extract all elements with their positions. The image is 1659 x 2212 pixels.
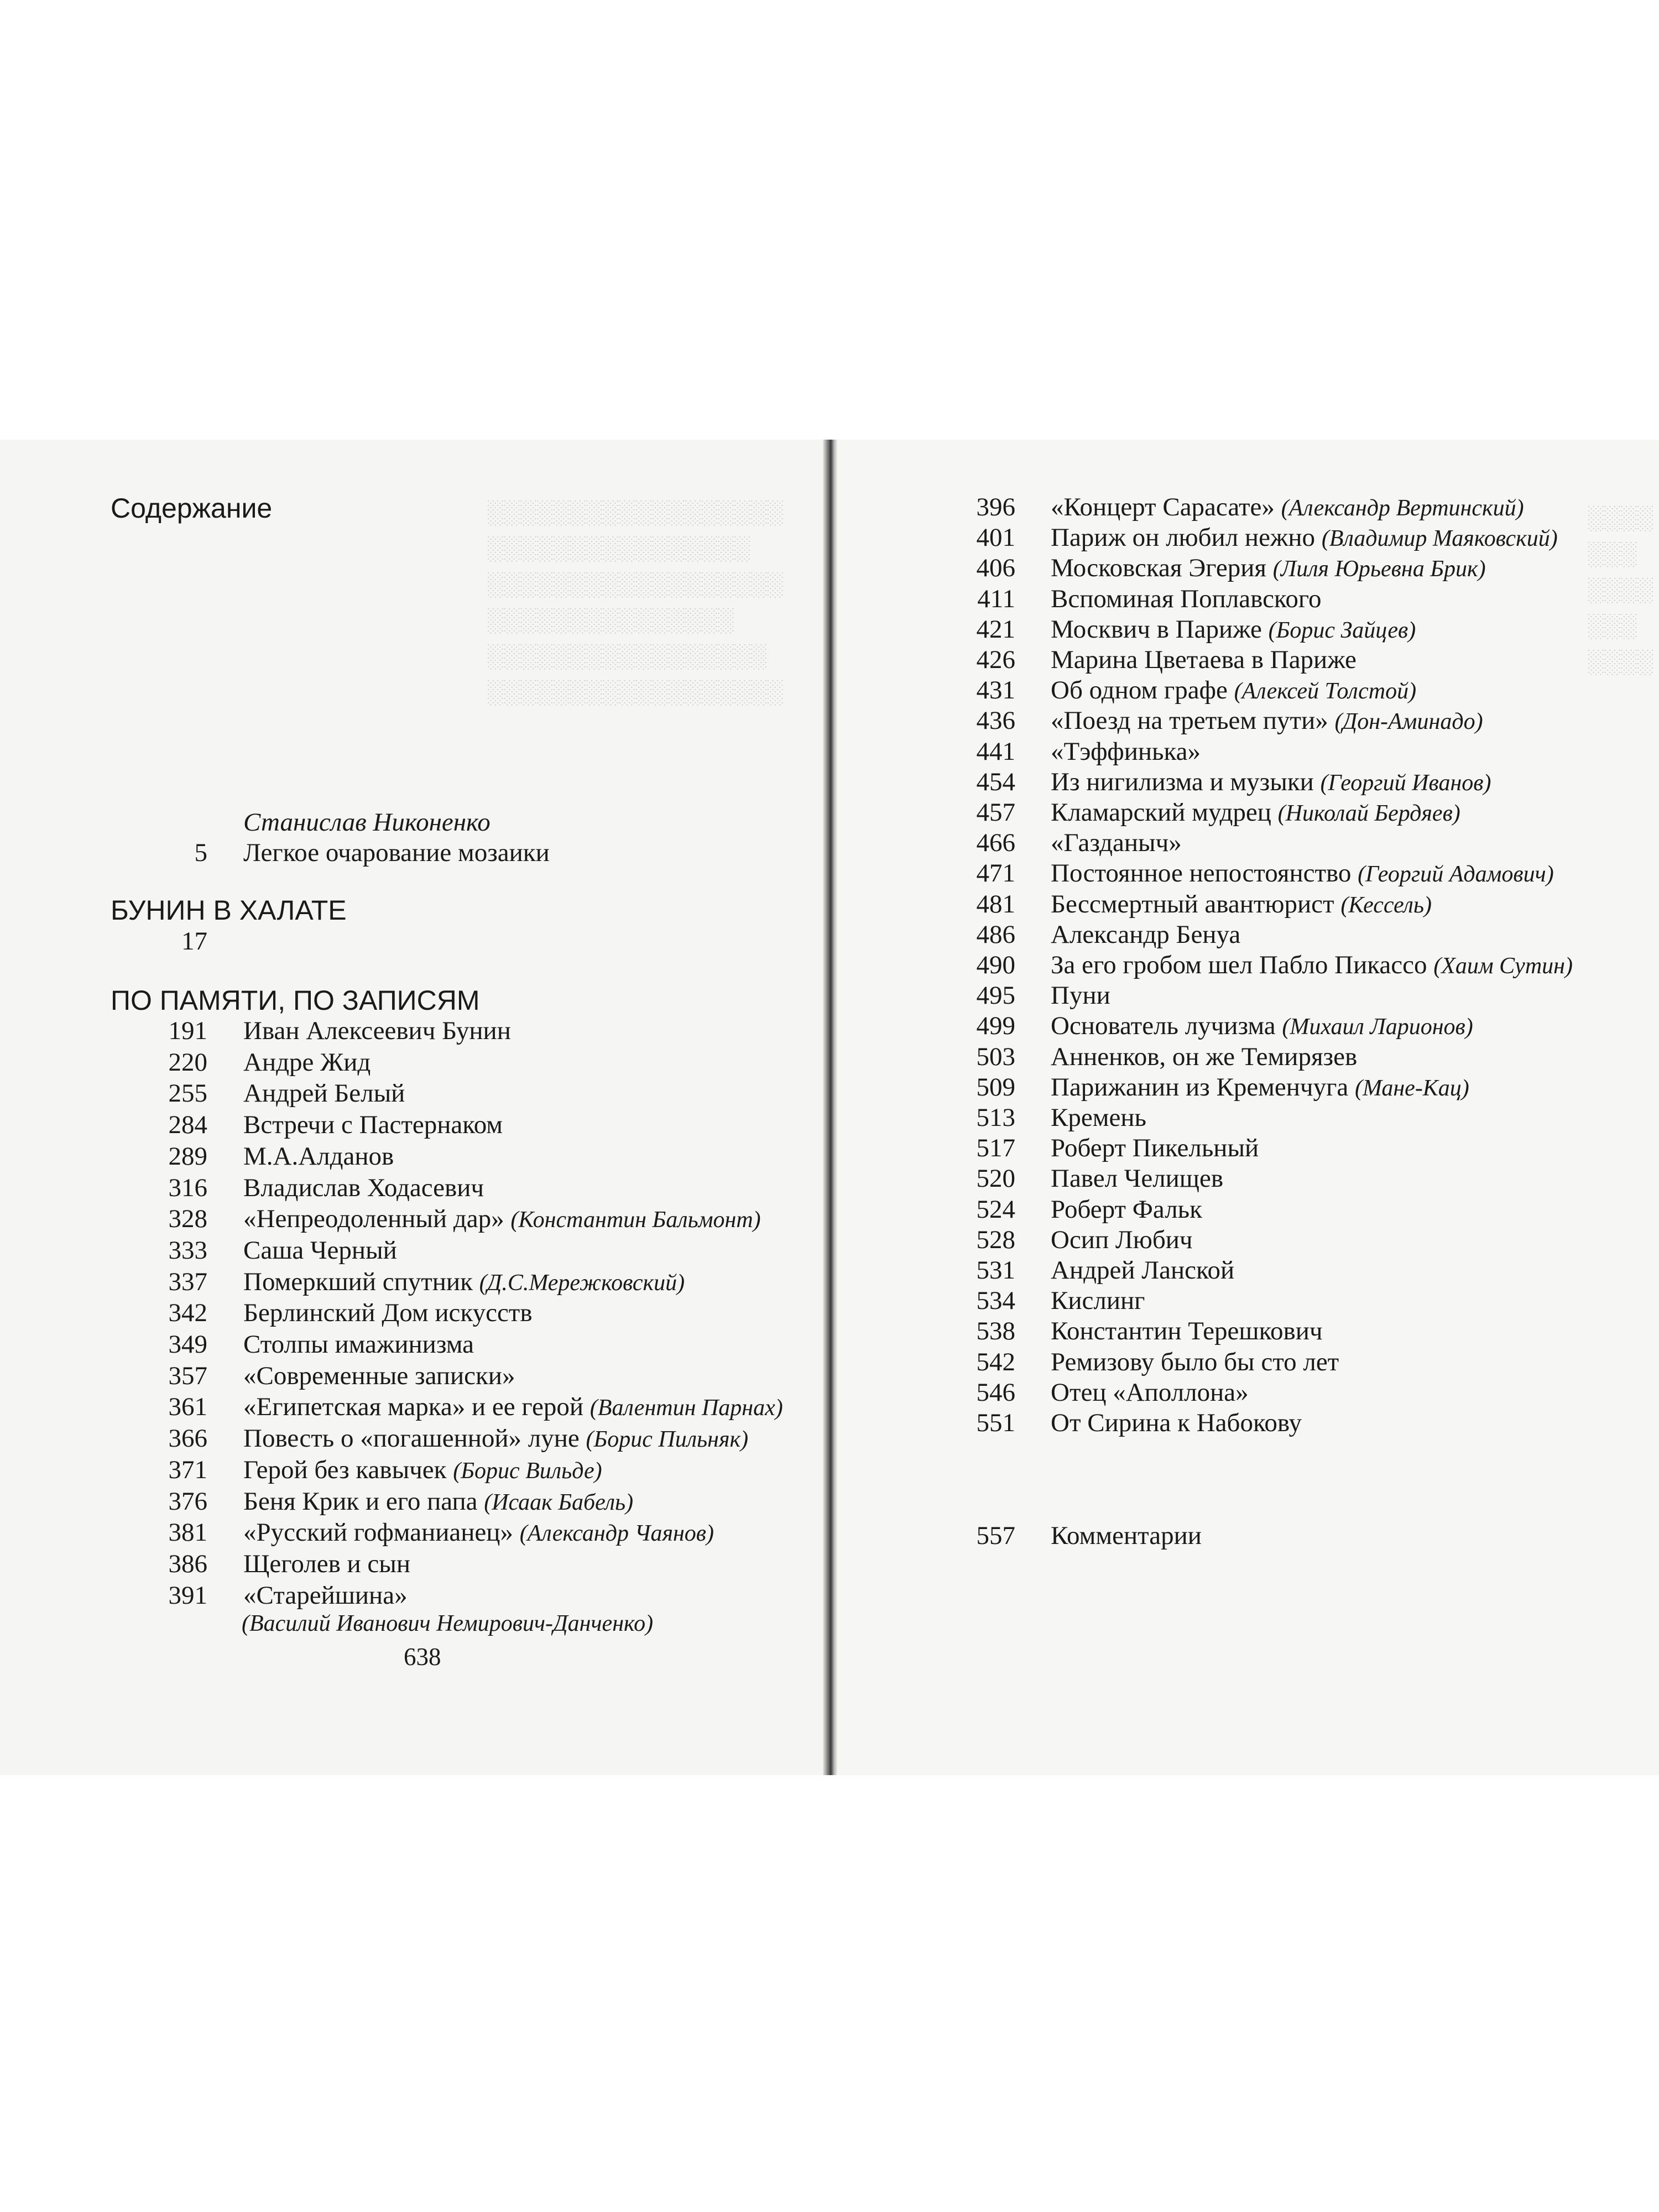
- entry-page: 509: [976, 1072, 1015, 1102]
- entry-title-text: М.А.Алданов: [243, 1141, 394, 1171]
- entry-page: 499: [976, 1011, 1015, 1041]
- entry-title: [1051, 1408, 1302, 1438]
- toc-entry: [0, 1455, 818, 1486]
- entry-page: 337: [168, 1267, 207, 1296]
- entry-page: 342: [168, 1298, 207, 1328]
- entry-page: 371: [168, 1455, 207, 1484]
- entry-title: [1051, 1164, 1223, 1193]
- entry-title: [1051, 645, 1357, 675]
- book-spread: [0, 440, 1659, 1775]
- entry-title-text: Постоянное непостоянство: [1051, 859, 1352, 888]
- entry-title: [1051, 584, 1321, 614]
- entry-title-text: «Египетская марка» и ее герой: [243, 1392, 584, 1422]
- entry-author: (Николай Бердяев): [1277, 801, 1460, 826]
- entry-title-text: Марина Цветаева в Париже: [1051, 645, 1357, 674]
- toc-entry: [0, 706, 1659, 737]
- entry-title-text: «Непреодоленный дар»: [243, 1204, 504, 1234]
- entry-author: (Хаим Сутин): [1433, 953, 1573, 979]
- entry-page: 551: [976, 1408, 1015, 1437]
- entry-page: 349: [168, 1330, 207, 1359]
- entry-title: [1051, 614, 1416, 644]
- toc-entry: [0, 1103, 1659, 1134]
- toc-entry: [0, 1580, 818, 1611]
- entry-author: (Георгий Адамович): [1358, 862, 1554, 888]
- entry-title: [1051, 1011, 1473, 1041]
- toc-entry: [0, 767, 1659, 798]
- entry-author: (Константин Бальмонт): [510, 1207, 761, 1233]
- entry-title-text: Роберт Пикельный: [1051, 1134, 1259, 1163]
- entry-title-text: Об одном графе: [1051, 676, 1228, 705]
- toc-entry: [0, 828, 1659, 859]
- entry-title-text: Андрей Белый: [243, 1079, 405, 1108]
- entry-page: 381: [168, 1518, 207, 1547]
- entry-title: [243, 1455, 602, 1485]
- entry-title-text: Отец «Аполлона»: [1051, 1378, 1249, 1407]
- entry-title-text: «Поезд на третьем пути»: [1051, 706, 1328, 735]
- entry-title-text: Пуни: [1051, 981, 1110, 1010]
- entry-title: [1051, 1255, 1234, 1285]
- entry-author: (Михаил Ларионов): [1282, 1014, 1473, 1040]
- entry-page: 471: [976, 859, 1015, 888]
- toc-entry: [0, 1255, 1659, 1286]
- section-title: ПО ПАМЯТИ, ПО ЗАПИСЯМ: [111, 985, 480, 1016]
- toc-entry: [0, 1347, 1659, 1378]
- entry-page: 333: [168, 1235, 207, 1265]
- entry-title-text: Бессмертный авантюрист: [1051, 889, 1334, 919]
- entry-title-text: Осип Любич: [1051, 1225, 1193, 1254]
- entry-title-text: Константин Терешкович: [1051, 1317, 1323, 1346]
- entry-title-text: Париж он любил нежно: [1051, 523, 1316, 552]
- entry-author: (Борис Зайцев): [1268, 617, 1416, 643]
- entry-title-text: Андре Жид: [243, 1047, 371, 1077]
- entry-page: 376: [168, 1486, 207, 1516]
- intro-author-name: Станислав Никоненко: [243, 808, 491, 837]
- entry-title: [1051, 1133, 1259, 1163]
- entry-title-text: Кламарский мудрец: [1051, 798, 1271, 827]
- entry-title: [1051, 950, 1573, 980]
- entry-title-text: «Концерт Сарасате»: [1051, 493, 1275, 521]
- toc-entry: [0, 1225, 1659, 1256]
- entry-title: [1051, 980, 1110, 1010]
- entry-title-text: Иван Алексеевич Бунин: [243, 1016, 511, 1045]
- toc-entry: [0, 920, 1659, 951]
- toc-entry: [0, 1408, 1659, 1439]
- entry-title-text: «Газданыч»: [1051, 828, 1182, 858]
- toc-entry: [0, 553, 1659, 584]
- entry-title: [1051, 828, 1182, 858]
- entry-title-text: Из нигилизма и музыки: [1051, 767, 1314, 796]
- entry-page: 357: [168, 1361, 207, 1390]
- entry-title: [243, 1580, 408, 1610]
- entry-author: (Владимир Маяковский): [1321, 526, 1558, 552]
- entry-title: [1051, 492, 1524, 522]
- page-number: 638: [404, 1643, 441, 1671]
- entry-page: 191: [168, 1016, 207, 1045]
- entry-title-text: Повесть о «погашенной» луне: [243, 1424, 580, 1453]
- toc-title: Содержание: [111, 493, 273, 524]
- entry-author: (Валентин Парнах): [589, 1395, 783, 1421]
- entry-author: (Исаак Бабель): [484, 1489, 634, 1515]
- entry-title-text: Павел Челищев: [1051, 1164, 1224, 1193]
- show-through-text-right: ░░░░ ░░░ ░░░░ ░░░ ░░░░: [1587, 505, 1653, 675]
- entry-title: [1051, 858, 1554, 888]
- entry-title: [1051, 1316, 1323, 1346]
- entry-page: 391: [168, 1580, 207, 1610]
- entry-title: [1051, 1225, 1193, 1255]
- toc-entry: [0, 523, 1659, 554]
- entry-page: 396: [976, 493, 1015, 521]
- section-title: БУНИН В ХАЛАТЕ: [111, 895, 347, 926]
- entry-title: [243, 1486, 633, 1516]
- entry-title-text: Парижанин из Кременчуга: [1051, 1072, 1349, 1102]
- entry-title-text: Берлинский Дом искусств: [243, 1298, 533, 1328]
- entry-title-text: Московская Эгерия: [1051, 554, 1267, 583]
- entry-page: 289: [168, 1141, 207, 1171]
- entry-page: 513: [976, 1103, 1015, 1132]
- entry-page: 531: [976, 1256, 1015, 1285]
- entry-title-text: Саша Черный: [243, 1235, 397, 1265]
- entry-author: (Кессель): [1340, 892, 1432, 918]
- entry-author: (Дон-Аминадо): [1334, 709, 1483, 735]
- entry-title: [1051, 767, 1491, 797]
- entry-title-text: Александр Бенуа: [1051, 920, 1241, 949]
- entry-page: 255: [168, 1079, 207, 1108]
- entry-title: [1051, 1072, 1469, 1102]
- toc-entry: [0, 1164, 1659, 1194]
- entry-author: (Мане-Кац): [1354, 1075, 1469, 1101]
- entry-title-text: Основатель лучизма: [1051, 1011, 1276, 1041]
- entry-author: (Александр Чаянов): [519, 1521, 714, 1547]
- entry-title-text: Столпы имажинизма: [243, 1330, 474, 1359]
- entry-page: 517: [976, 1134, 1015, 1163]
- entry-page: 503: [976, 1042, 1015, 1071]
- entry-title-text: Беня Крик и его папа: [243, 1486, 478, 1516]
- entry-title-text: Андрей Ланской: [1051, 1256, 1235, 1285]
- entry-title: [1051, 675, 1416, 705]
- show-through-text: ░░░░░░░░░░░░░░░░░░ ░░░░░░░░░░░░░░░░ ░░░░░░░░░░░░░░░░░░ ░░░░░░░░░░░░░░░ ░░░░░░░░░░░░░░░░░ ░░░░░░░░░░░░░░░░░░: [487, 500, 783, 706]
- entry-page: 220: [168, 1047, 207, 1077]
- toc-entry: [0, 797, 1659, 828]
- entry-author: (Алексей Толстой): [1234, 679, 1417, 705]
- entry-author: (Борис Вильде): [453, 1458, 602, 1484]
- entry-page: 524: [976, 1194, 1015, 1224]
- entry-author: (Александр Вертинский): [1281, 495, 1524, 521]
- entry-title-text: Померкший спутник: [243, 1267, 473, 1296]
- entry-page: 486: [976, 920, 1015, 949]
- entry-author: (Георгий Иванов): [1320, 770, 1491, 796]
- entry-page: 366: [168, 1424, 207, 1453]
- entry-title: [1051, 889, 1432, 919]
- entry-title-text: «Современные записки»: [243, 1361, 515, 1390]
- toc-entry: [0, 889, 1659, 920]
- entry-page: 495: [976, 981, 1015, 1010]
- entry-author: (Д.С.Мережковский): [479, 1270, 685, 1296]
- entry-page: 431: [976, 676, 1015, 705]
- entry-title-text: Щеголев и сын: [243, 1549, 411, 1578]
- entry-page: 520: [976, 1164, 1015, 1193]
- entry-title: [1051, 1194, 1202, 1224]
- entry-page: 436: [976, 706, 1015, 735]
- toc-entry: [0, 980, 1659, 1011]
- entry-page: 528: [976, 1225, 1015, 1254]
- entry-title-text: Ремизову было бы сто лет: [1051, 1347, 1339, 1376]
- toc-entry: [0, 858, 1659, 889]
- entry-title-text: «Тэффинька»: [1051, 737, 1201, 766]
- entry-title-text: Кислинг: [1051, 1286, 1145, 1316]
- entry-title-text: Роберт Фальк: [1051, 1194, 1202, 1224]
- toc-entry: [0, 614, 1659, 645]
- toc-entry: [0, 1194, 1659, 1225]
- toc-entry: [0, 1133, 1659, 1164]
- toc-entry: [0, 1486, 818, 1517]
- entry-title: [1051, 737, 1201, 766]
- toc-entry: [0, 1316, 1659, 1347]
- toc-entry: [0, 1286, 1659, 1317]
- entry-title-text: Герой без кавычек: [243, 1455, 447, 1484]
- entry-page: 17: [181, 927, 207, 956]
- entry-title: [1051, 1378, 1249, 1407]
- entry-page: 5: [194, 838, 207, 867]
- entry-page: 401: [976, 523, 1015, 552]
- entry-title-text: Анненков, он же Темирязев: [1051, 1042, 1358, 1071]
- toc-entry: [0, 1011, 1659, 1042]
- entry-title-text: За его гробом шел Пабло Пикассо: [1051, 951, 1427, 979]
- toc-entry: [0, 1072, 1659, 1103]
- entry-title: [1051, 1103, 1146, 1133]
- entry-author: (Василий Иванович Немирович-Данченко): [242, 1611, 654, 1636]
- entry-page: 441: [976, 737, 1015, 766]
- toc-entry: [0, 737, 1659, 768]
- entry-page: 481: [976, 889, 1015, 919]
- entry-title-text: От Сирина к Набокову: [1051, 1408, 1302, 1437]
- entry-page: 421: [976, 614, 1015, 644]
- entry-page: 546: [976, 1378, 1015, 1407]
- entry-page: 490: [976, 951, 1015, 979]
- entry-title-text: Владислав Ходасевич: [243, 1173, 484, 1202]
- toc-entry: [0, 584, 1659, 615]
- entry-title-text: Кремень: [1051, 1103, 1146, 1132]
- toc-entry: [0, 1378, 1659, 1408]
- entry-page: 542: [976, 1347, 1015, 1376]
- entry-page: 426: [976, 645, 1015, 674]
- entry-title: [1051, 797, 1460, 827]
- entry-title: [1051, 920, 1240, 950]
- toc-entry-comments: [0, 1521, 1659, 1552]
- toc-entry: [0, 1549, 818, 1580]
- entry-page: 328: [168, 1204, 207, 1234]
- toc-entry: [0, 950, 1659, 981]
- entry-title: [243, 1549, 410, 1579]
- entry-page: 411: [977, 584, 1015, 613]
- entry-title-text: «Старейшина»: [243, 1580, 408, 1610]
- entry-page: 457: [976, 798, 1015, 827]
- entry-page: 466: [976, 828, 1015, 858]
- entry-page: 534: [976, 1286, 1015, 1316]
- entry-page: 454: [976, 767, 1015, 796]
- entry-title: Комментарии: [1051, 1521, 1202, 1550]
- entry-title: Легкое очарование мозаики: [243, 838, 550, 867]
- entry-title-text: «Русский гофманианец»: [243, 1518, 513, 1547]
- toc-entry: [0, 1042, 1659, 1073]
- entry-title: [1051, 1286, 1145, 1316]
- toc-entry: [0, 492, 1659, 523]
- entry-page: 386: [168, 1549, 207, 1578]
- entry-title: [1051, 706, 1483, 735]
- toc-entry-continuation: [0, 1610, 818, 1641]
- entry-page: 557: [976, 1521, 1015, 1550]
- entry-title-text: Москвич в Париже: [1051, 614, 1262, 644]
- entry-page: 284: [168, 1110, 207, 1140]
- entry-title: [1051, 523, 1558, 552]
- entry-author: (Борис Пильняк): [586, 1427, 749, 1453]
- entry-title: [1051, 1347, 1339, 1377]
- toc-entry: [0, 645, 1659, 676]
- entry-title: [1051, 1042, 1357, 1072]
- entry-page: 316: [168, 1173, 207, 1202]
- entry-title-text: Вспоминая Поплавского: [1051, 584, 1322, 613]
- toc-entry: [0, 675, 1659, 706]
- entry-page: 361: [168, 1392, 207, 1422]
- entry-author: (Лиля Юрьевна Брик): [1272, 556, 1486, 582]
- entry-page: 406: [976, 554, 1015, 583]
- entry-page: 538: [976, 1317, 1015, 1346]
- entry-title-text: Встречи с Пастернаком: [243, 1110, 503, 1140]
- entry-title: [1051, 553, 1486, 583]
